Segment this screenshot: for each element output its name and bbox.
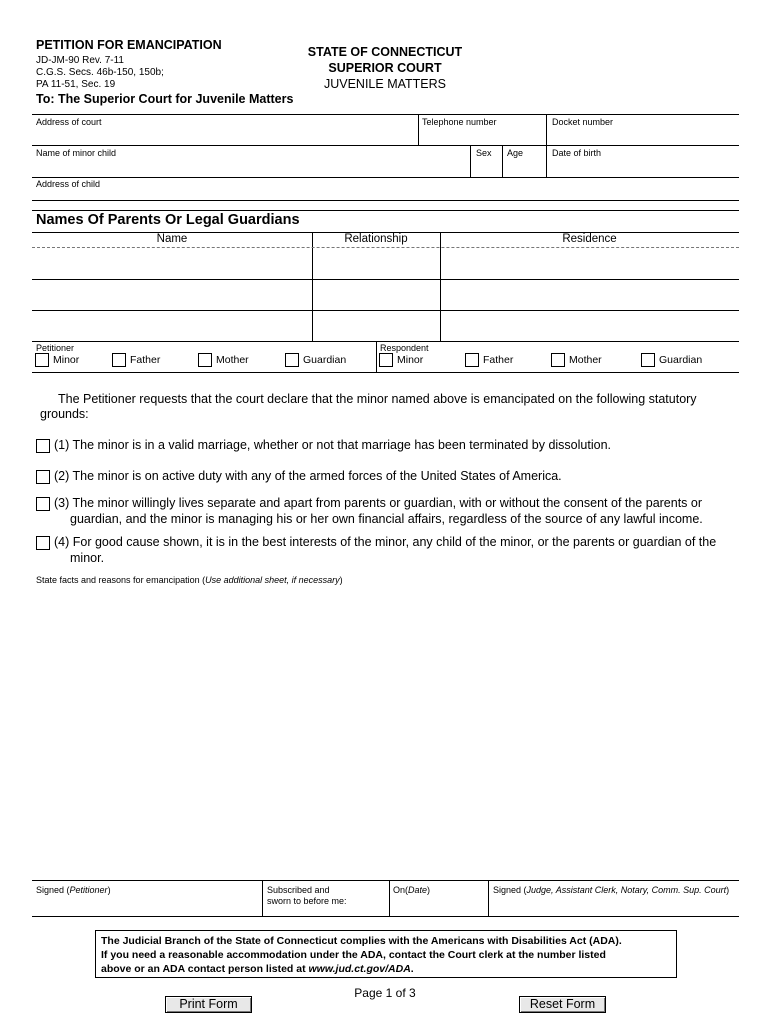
respondent-father-checkbox[interactable] [465,353,479,367]
age-field[interactable]: Age [507,148,524,158]
request-text-line-2: grounds: [40,407,89,421]
rule [32,210,739,211]
reset-form-button[interactable]: Reset Form [519,996,606,1013]
date-of-birth-field[interactable]: Date of birth [552,148,602,158]
state-name: STATE OF CONNECTICUT [307,45,463,59]
addressee: To: The Superior Court for Juvenile Matters [36,92,294,106]
ada-notice-text: The Judicial Branch of the State of Connecticut complies with the Americans with Disabilities Act (ADA). If you need a reasonable accommodation under the ADA, contact the Court clerk at the number listed above or an ADA contact person listed at www.jud.ct.gov/ADA. [101,935,622,975]
row-divider [32,279,739,280]
ground-4-text-line-2: minor. [70,551,105,565]
petitioner-signature-field[interactable]: Signed (Petitioner) [36,885,111,895]
print-form-button[interactable]: Print Form [165,996,252,1013]
ground-3-text-line-2: guardian, and the minor is managing his or her own financial affairs, regardless of the source of any lawful income. [70,512,703,526]
respondent-guardian-checkbox[interactable] [641,353,655,367]
ground-3-text-line-1: (3) The minor willingly lives separate and apart from parents or guardian, with or without the consent of the parents or [54,496,703,510]
address-of-court-field[interactable]: Address of court [36,117,102,127]
rule [32,341,739,342]
facts-text-area[interactable] [32,590,739,875]
page-number: Page 1 of 3 [354,986,416,1000]
ada-notice-box [95,930,677,978]
rule [32,372,739,373]
respondent-father-label: Father [483,354,514,366]
form-number: JD-JM-90 Rev. 7-11 [36,55,124,66]
row-divider [32,310,739,311]
divider [418,114,419,145]
column-header-name: Name [156,233,188,245]
petitioner-label: Petitioner [36,343,75,353]
ground-3-checkbox[interactable] [36,497,50,511]
ground-1-checkbox[interactable] [36,439,50,453]
petitioner-minor-checkbox[interactable] [35,353,49,367]
minor-name-field[interactable]: Name of minor child [36,148,117,158]
respondent-guardian-label: Guardian [659,354,703,366]
statute-line-1: C.G.S. Secs. 46b-150, 150b; [36,67,164,78]
petitioner-mother-checkbox[interactable] [198,353,212,367]
column-header-residence: Residence [562,233,617,245]
divider [440,232,441,341]
official-signature-field[interactable]: Signed (Judge, Assistant Clerk, Notary, Comm. Sup. Court) [493,885,730,895]
statute-line-2: PA 11-51, Sec. 19 [36,79,116,90]
form-title: PETITION FOR EMANCIPATION [36,38,222,52]
parents-heading: Names Of Parents Or Legal Guardians [36,212,300,228]
facts-label: State facts and reasons for emancipation (Use additional sheet, if necessary) [36,575,343,585]
divider [502,145,503,177]
divider [546,114,547,177]
petitioner-guardian-label: Guardian [303,354,347,366]
court-division: JUVENILE MATTERS [323,77,446,91]
sex-field[interactable]: Sex [476,148,492,158]
ground-2-text: (2) The minor is on active duty with any of the armed forces of the United States of America. [54,469,562,483]
respondent-mother-label: Mother [569,354,602,366]
date-field[interactable]: On(Date) [393,885,431,895]
divider [312,232,313,341]
docket-number-field[interactable]: Docket number [552,117,614,127]
ground-1-text: (1) The minor is in a valid marriage, whether or not that marriage has been terminated by dissolution. [54,438,611,452]
request-text-line-1: The Petitioner requests that the court declare that the minor named above is emancipated on the following statutory [58,392,697,406]
telephone-number-field[interactable]: Telephone number [422,117,497,127]
divider [376,341,377,372]
petitioner-guardian-checkbox[interactable] [285,353,299,367]
court-name: SUPERIOR COURT [328,61,442,75]
child-address-field[interactable]: Address of child [36,179,101,189]
ada-link[interactable]: www.jud.ct.gov/ADA [308,963,411,975]
rule [32,114,739,115]
respondent-label: Respondent [380,343,429,353]
petitioner-mother-label: Mother [216,354,249,366]
row-divider [32,247,739,248]
petitioner-minor-label: Minor [53,354,80,366]
column-header-relationship: Relationship [344,233,408,245]
respondent-mother-checkbox[interactable] [551,353,565,367]
rule [32,177,739,178]
rule [32,200,739,201]
divider [488,880,489,916]
divider [470,145,471,177]
rule [32,916,739,917]
ground-2-checkbox[interactable] [36,470,50,484]
respondent-minor-checkbox[interactable] [379,353,393,367]
respondent-minor-label: Minor [397,354,424,366]
divider [262,880,263,916]
ground-4-checkbox[interactable] [36,536,50,550]
subscribed-label: Subscribed and sworn to before me: [267,885,347,906]
rule [32,880,739,881]
ground-4-text-line-1: (4) For good cause shown, it is in the best interests of the minor, any child of the minor, or the parents or guardian of the [54,535,717,549]
rule [32,145,739,146]
petitioner-father-label: Father [130,354,161,366]
divider [389,880,390,916]
petitioner-father-checkbox[interactable] [112,353,126,367]
